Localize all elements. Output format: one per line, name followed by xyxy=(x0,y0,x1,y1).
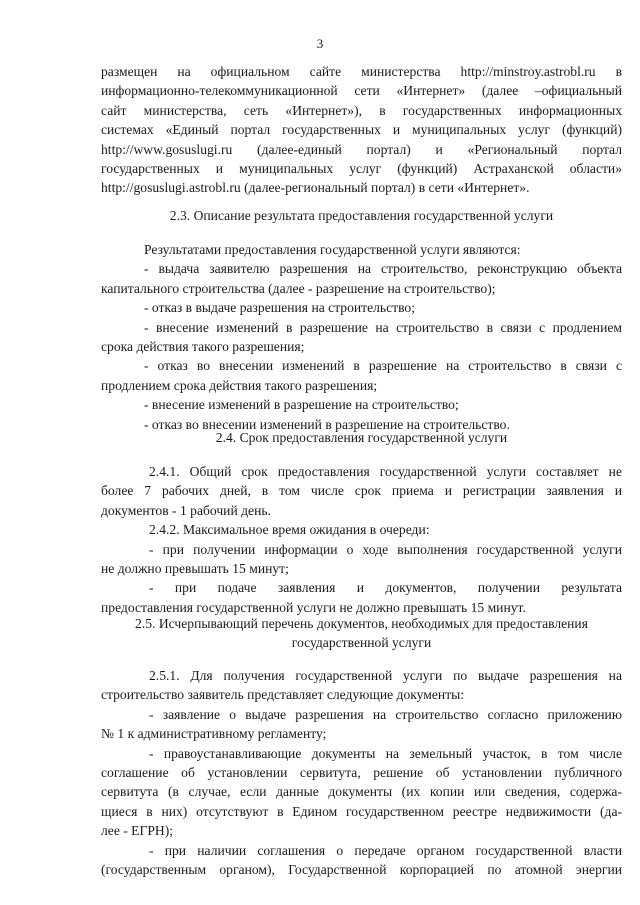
text-line: Результатами предоставления государственной услуги являются: xyxy=(144,242,521,257)
text-line: щиеся в них) отсутствуют в Едином государственном реестре недвижимости (да- xyxy=(101,803,622,819)
heading-line: государственной услуги xyxy=(291,635,432,651)
section-2-5-heading xyxy=(101,614,622,653)
text-line: № 1 к административному регламенту; xyxy=(101,726,327,742)
text-line: - отказ во внесении изменений в разрешение на строительство в связи с xyxy=(144,358,622,374)
text-line: http://www.gosuslugi.ru (далее-единый портал) и «Региональный портал xyxy=(101,141,622,157)
text-line: не должно превышать 15 минут; xyxy=(101,561,289,577)
text-line: системах «Единый портал государственных и муниципальных услуг (функций) xyxy=(101,122,622,138)
text-line: - при подаче заявления и документов, получении результата xyxy=(149,580,622,596)
text-line: предоставления государственной услуги не должно превышать 15 минут. xyxy=(101,599,526,615)
section-2-4-body xyxy=(101,462,622,617)
text-line: строительство заявитель представляет следующие документы: xyxy=(101,687,465,703)
page-number: 3 xyxy=(316,36,324,51)
intro-paragraph xyxy=(101,62,622,198)
text-line: - выдача заявителю разрешения на строительство, реконструкцию объекта xyxy=(144,261,622,277)
text-line: - внесение изменений в разрешение на строительство; xyxy=(144,397,459,413)
text-line: информационно-телекоммуникационной сети «Интернет» (далее –официальный xyxy=(101,83,622,99)
text-line: срока действия такого разрешения; xyxy=(101,339,305,355)
text-line: соглашение об установлении сервитута, решение об установлении публичного xyxy=(101,765,622,781)
text-line: - при получении информации о ходе выполнения государственной услуги xyxy=(149,541,622,557)
text-line: сервитута (в случае, если данные документы (их копии или сведения, содержа- xyxy=(101,784,622,800)
text-line: - при наличии соглашения о передаче органом государственной власти xyxy=(149,842,622,858)
section-2-5-body xyxy=(101,666,622,879)
text-line: 2.4.2. Максимальное время ожидания в очереди: xyxy=(149,522,430,538)
section-2-3-heading: 2.3. Описание результата предоставления государственной услуги xyxy=(169,208,554,223)
text-line: продлением срока действия такого разрешения; xyxy=(101,377,378,393)
section-2-4-heading: 2.4. Срок предоставления государственной услуги xyxy=(215,430,508,445)
text-line: - отказ в выдаче разрешения на строительство; xyxy=(144,300,416,316)
text-line: (государственным органом), Государственной корпорацией по атомной энергии xyxy=(101,862,622,878)
text-line: лее - ЕГРН); xyxy=(101,823,174,839)
text-line: более 7 рабочих дней, в том числе срок приема и регистрации заявления и xyxy=(101,483,622,499)
section-2-3-body xyxy=(101,240,622,434)
text-line: - заявление о выдаче разрешения на строительство согласно приложению xyxy=(149,706,622,722)
text-line: - правоустанавливающие документы на земельный участок, в том числе xyxy=(149,745,622,761)
text-line: капитального строительства (далее - разрешение на строительство); xyxy=(101,280,496,296)
text-line: - внесение изменений в разрешение на строительство в связи с продлением xyxy=(144,319,622,335)
text-line: http://gosuslugi.astrobl.ru (далее-региональный портал) в сети «Интернет». xyxy=(101,180,530,196)
text-line: 2.4.1. Общий срок предоставления государственной услуги составляет не xyxy=(149,464,622,479)
text-line: размещен на официальном сайте министерства http://minstroy.astrobl.ru в xyxy=(101,64,622,79)
heading-line: 2.5. Исчерпывающий перечень документов, необходимых для предоставления xyxy=(135,616,588,631)
text-line: документов - 1 рабочий день. xyxy=(101,502,271,518)
text-line: - отказ во внесении изменений в разрешение на строительство. xyxy=(144,416,510,432)
text-line: сайт министерства, сеть «Интернет»), в государственных информационных xyxy=(101,102,622,118)
text-line: 2.5.1. Для получения государственной услуги по выдаче разрешения на xyxy=(149,668,622,683)
text-line: государственных и муниципальных услуг (функций) Астраханской области» xyxy=(101,161,622,177)
